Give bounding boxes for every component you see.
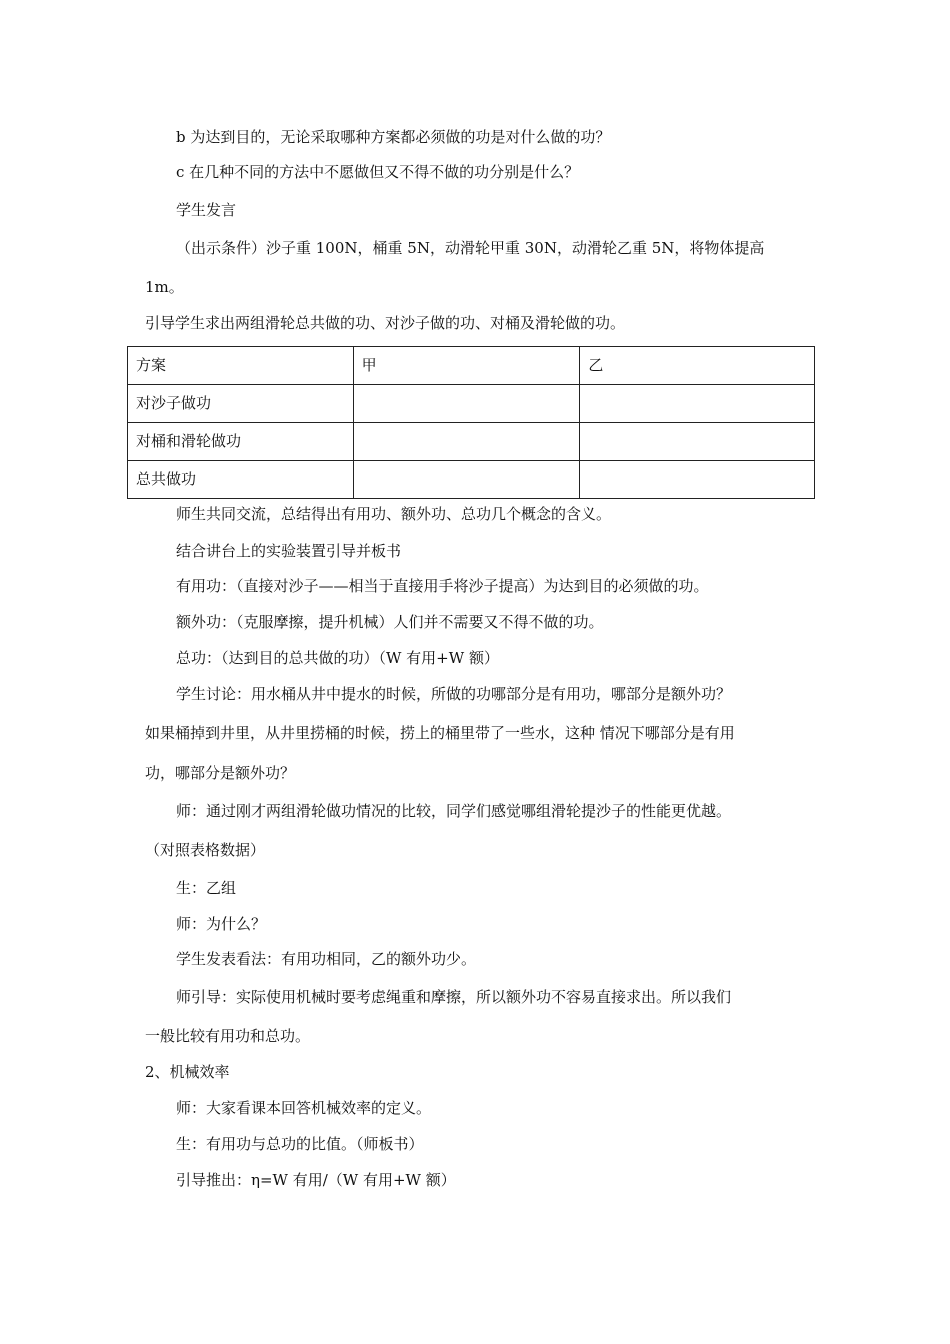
discussion: 学生讨论：用水桶从井中提水的时候，所做的功哪部分是有用功，哪部分是额外功？ bbox=[176, 685, 732, 703]
table-row bbox=[128, 385, 815, 423]
student-speak: 学生发言 bbox=[176, 201, 237, 219]
discussion-cont: 如果桶掉到井里，从井里捞桶的时候，捞上的桶里带了一些水，这种 情况下哪部分是有用 bbox=[145, 724, 735, 742]
table-cell bbox=[353, 385, 580, 423]
table-header-cell: 方案 bbox=[128, 347, 354, 385]
table-cell bbox=[580, 385, 815, 423]
student-view: 学生发表看法：有用功相同，乙的额外功少。 bbox=[176, 950, 477, 968]
teacher-ask: 师：大家看课本回答机械效率的定义。 bbox=[176, 1099, 432, 1117]
work-table bbox=[127, 346, 815, 499]
table-header-cell: 甲 bbox=[353, 347, 580, 385]
board-writing: 结合讲台上的实验装置引导并板书 bbox=[176, 542, 402, 560]
table-row bbox=[128, 423, 815, 461]
teacher-question-cont: （对照表格数据） bbox=[145, 841, 266, 859]
question-c: c 在几种不同的方法中不愿做但又不得不做的功分别是什么？ bbox=[176, 163, 580, 181]
table-cell bbox=[353, 461, 580, 499]
conditions: （出示条件）沙子重 100N，桶重 5N，动滑轮甲重 30N，动滑轮乙重 5N，将物体提高 bbox=[176, 239, 765, 257]
teacher-guide: 师引导：实际使用机械时要考虑绳重和摩擦，所以额外功不容易直接求出。所以我们 bbox=[176, 988, 732, 1006]
table-cell: 对桶和滑轮做功 bbox=[128, 423, 354, 461]
table-row bbox=[128, 461, 815, 499]
student-ratio: 生：有用功与总功的比值。（师板书） bbox=[176, 1135, 424, 1153]
guide-instruction: 引导学生求出两组滑轮总共做的功、对沙子做的功、对桶及滑轮做的功。 bbox=[145, 314, 626, 332]
total-work-def: 总功：（达到目的总共做的功）（W 有用+W 额） bbox=[176, 649, 499, 667]
exchange-summary: 师生共同交流，总结得出有用功、额外功、总功几个概念的含义。 bbox=[176, 505, 612, 523]
table-header-row bbox=[128, 347, 815, 385]
student-answer: 生：乙组 bbox=[176, 879, 237, 897]
conditions-cont: 1m。 bbox=[145, 278, 184, 296]
efficiency-formula: 引导推出：η=W 有用/（W 有用+W 额） bbox=[176, 1171, 456, 1189]
teacher-why: 师：为什么？ bbox=[176, 915, 267, 933]
table-cell bbox=[580, 423, 815, 461]
useful-work-def: 有用功：（直接对沙子——相当于直接用手将沙子提高）为达到目的必须做的功。 bbox=[176, 577, 709, 595]
table-header-cell: 乙 bbox=[580, 347, 815, 385]
discussion-cont: 功，哪部分是额外功？ bbox=[145, 764, 296, 782]
table-cell bbox=[353, 423, 580, 461]
extra-work-def: 额外功：（克服摩擦，提升机械）人们并不需要又不得不做的功。 bbox=[176, 613, 604, 631]
teacher-guide-cont: 一般比较有用功和总功。 bbox=[145, 1027, 311, 1045]
table-cell bbox=[580, 461, 815, 499]
question-b: b 为达到目的，无论采取哪种方案都必须做的功是对什么做的功？ bbox=[176, 128, 611, 146]
teacher-question: 师：通过刚才两组滑轮做功情况的比较，同学们感觉哪组滑轮提沙子的性能更优越。 bbox=[176, 802, 732, 820]
table-cell: 对沙子做功 bbox=[128, 385, 354, 423]
table-cell: 总共做功 bbox=[128, 461, 354, 499]
section-heading: 2、机械效率 bbox=[145, 1063, 230, 1081]
